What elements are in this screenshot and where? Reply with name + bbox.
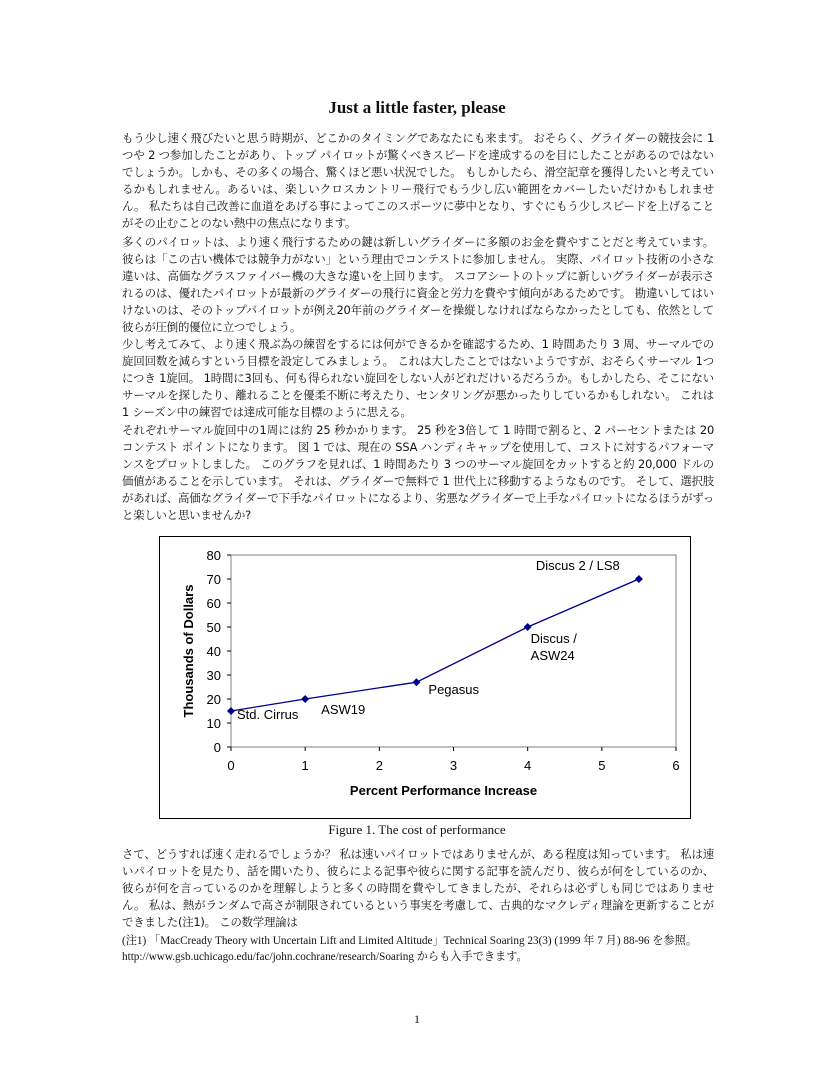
- paragraph-4: それぞれサーマル旋回中の1周には約 25 秒かかります。 25 秒を3倍して 1 時間で割ると、2 パーセントまたは 20 コンテスト ポイントになります。 図 1 では、現在の SSA ハンディキャップを使用して、コストに対するパフォーマンスをプロットしました。 このグラフを見れば、1 時間あたり 3 つのサーマル旋回をカットすると約 20,000 ドルの価値があることを示しています。 それは、グライダーで無料で 1 世代上に移動するようなものです。 そして、選択肢があれば、高価なグライダーで下手なパイロットになるより、劣悪なグライダーで上手なパイロットになるほうがずっと楽しいと思いませんか?: [122, 423, 714, 522]
- footnote: (注1) 「MacCready Theory with Uncertain Lift and Limited Altitude」Technical Soaring 23(3) (1999 年 7 月) 88-96 を参照。http://www.gsb.uchicago.edu/fac/john.cochrane/research/Soaring からも入手できます。: [122, 935, 698, 963]
- figure-chart: [159, 536, 691, 819]
- x-tick-label: 1: [301, 758, 309, 773]
- y-tick-label: 80: [206, 548, 221, 563]
- cost-performance-chart: [160, 537, 690, 818]
- data-label: Discus 2 / LS8: [535, 558, 620, 573]
- y-tick-label: 0: [213, 740, 221, 755]
- data-point: [524, 623, 532, 631]
- y-tick-label: 10: [206, 716, 221, 731]
- data-label: Pegasus: [428, 682, 480, 698]
- paragraph-3: 少し考えてみて、より速く飛ぶ為の練習をするには何ができるかを確認するため、1 時間あたり 3 周、サーマルでの旋回回数を減らすという目標を設定してみましょう。 これは大したことではないようですが、おそらくサーマル 1つにつき 1旋回。 1時間に3回も、何も得られない旋回をしない人がどれだけいるだろうか。もしかしたら、そこにないサーマルを探したり、離れることを優柔不断に考えたり、センタリングが悪かったりしているかもしれない。 これは 1 シーズン中の練習では達成可能な目標のように思える。: [122, 337, 714, 419]
- data-point: [227, 707, 235, 715]
- y-tick-label: 60: [206, 596, 221, 611]
- document-title: Just a little faster, please: [328, 98, 506, 117]
- data-label: ASW19: [321, 702, 366, 717]
- y-tick-label: 50: [206, 620, 221, 635]
- y-tick-label: 40: [206, 644, 221, 659]
- paragraph-5: さて、どうすれば速く走れるでしょうか？ 私は速いパイロットではありませんが、ある程度は知っています。 私は速いパイロットを見たり、話を聞いたり、彼らによる記事や彼らに関する記事を読んだり、彼らが何をしているのか、彼らが何を言っているのかを理解しようと多くの時間を費やしてきましたが、それらは必ずしも同じではありません。 私は、熱がランダムで高さが制限されているという事実を考慮して、古典的なマクレディ理論を更新することができました(注1)。 この数学理論は: [122, 847, 714, 929]
- x-tick-label: 2: [375, 758, 383, 773]
- data-point: [412, 678, 420, 686]
- y-axis-title: Thousands of Dollars: [181, 584, 196, 718]
- y-tick-label: 70: [206, 572, 221, 587]
- x-tick-label: 3: [449, 758, 458, 773]
- data-point: [301, 695, 309, 703]
- y-tick-label: 20: [206, 692, 221, 707]
- page-number: 1: [414, 1012, 420, 1026]
- data-point: [635, 575, 643, 583]
- x-tick-label: 0: [227, 758, 235, 773]
- paragraph-2: 多くのパイロットは、より速く飛行するための鍵は新しいグライダーに多額のお金を費やすことだと考えています。 彼らは「この古い機体では競争力がない」という理由でコンテストに参加しません。 実際、パイロット技術の小さな違いは、高価なグラスファイバー機の大きな違いを上回ります。 スコアシートのトップに新しいグライダーが表示されるのは、優れたパイロットが最新のグライダーの飛行に資金と労力を費やす傾向があるためです。 勘違いしてはいけないのは、そのトップパイロットが例え20年前のグライダーを操縦しなければならなかったとしても、依然として彼らが圧倒的優位に立つでしょう。: [122, 235, 714, 334]
- paragraph-1: もう少し速く飛びたいと思う時期が、どこかのタイミングであなたにも来ます。 おそらく、グライダーの競技会に 1 つや 2 つ参加したことがあり、トップ パイロットが驚くべきスピードを達成するのを目にしたことがあるのではないでしょうか。しかも、その多くの場合、驚くほど悪い状況でした。 もしかしたら、滑空記章を獲得したいと考えているかもしれません。あるいは、楽しいクロスカントリー飛行でもう少し広い範囲をカバーしたいだけかもしれません。 私たちは自己改善に血道をあげる事によってこのスポーツに夢中となり、すぐにもう少しスピードを上げることがその止むことのない熱中の焦点になります。: [122, 131, 714, 230]
- data-label: Discus / ASW24: [530, 631, 577, 663]
- x-tick-label: 6: [672, 758, 680, 773]
- data-label: Std. Cirrus: [237, 707, 299, 722]
- x-axis-title: Percent Performance Increase: [349, 783, 538, 798]
- x-tick-label: 4: [524, 758, 532, 773]
- x-tick-label: 5: [598, 758, 606, 773]
- y-tick-label: 30: [206, 668, 221, 683]
- figure-caption: Figure 1. The cost of performance: [328, 822, 506, 837]
